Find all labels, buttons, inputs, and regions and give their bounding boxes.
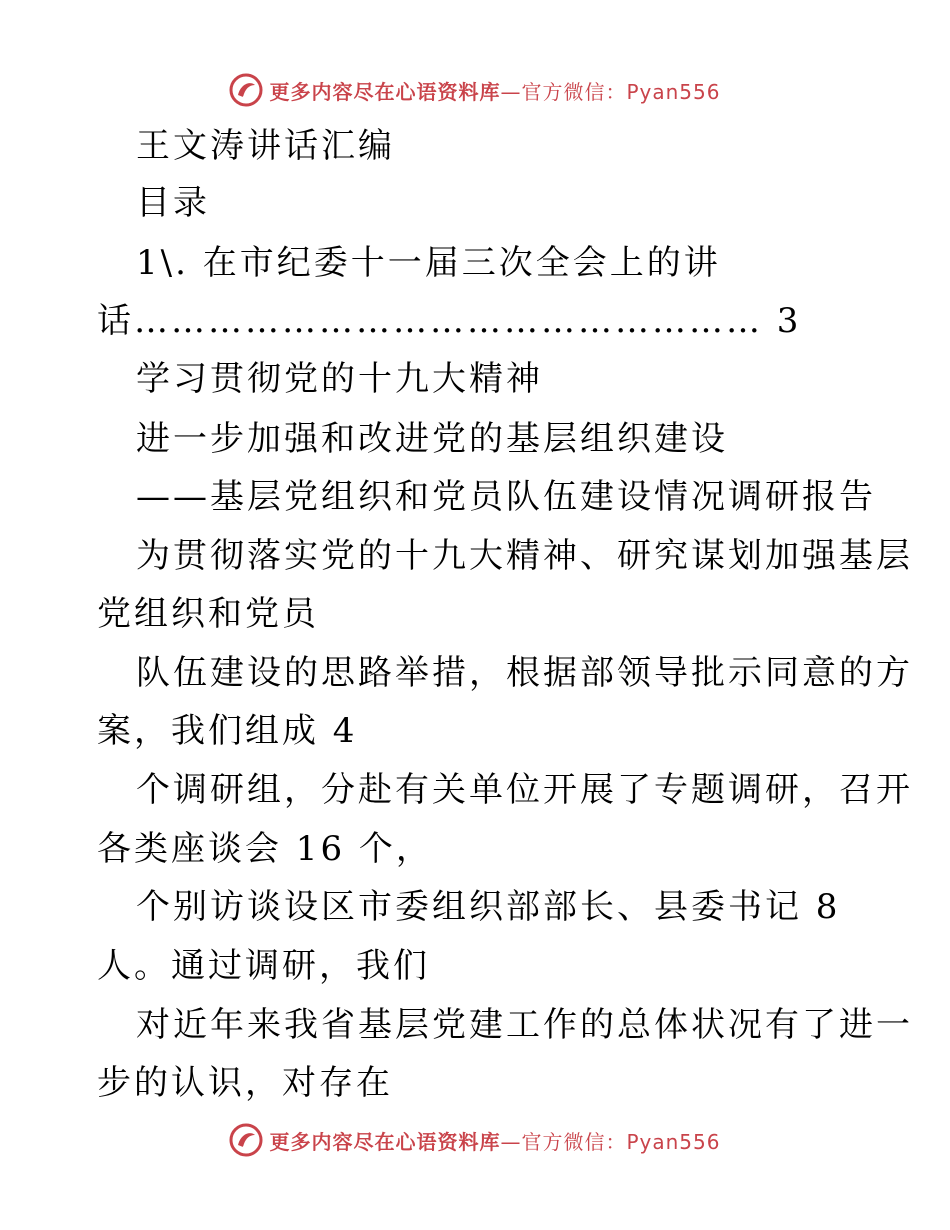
watermark-text xyxy=(269,76,720,105)
section-heading: 学习贯彻党的十九大精神 xyxy=(136,359,543,399)
report-subtitle: ——基层党组织和党员队伍建设情况调研报告 xyxy=(136,477,876,517)
watermark-sub-text: —官方微信：Pyan556 xyxy=(500,1129,721,1154)
watermark-main-text: 更多内容尽在心语资料库 xyxy=(269,79,501,104)
toc-entry-1-continued: 话…………………………………………… 3 xyxy=(97,301,802,341)
paragraph-line: 个调研组，分赴有关单位开展了专题调研，召开 xyxy=(136,770,913,810)
paragraph-line: 个别访谈设区市委组织部部长、县委书记 8 xyxy=(136,887,841,927)
red-swirl-logo-icon xyxy=(229,1123,263,1157)
paragraph-line: 步的认识，对存在 xyxy=(97,1063,393,1103)
paragraph-line: 人。通过调研，我们 xyxy=(97,946,430,986)
toc-entry-1: 1\. 在市纪委十一届三次全会上的讲 xyxy=(136,243,721,283)
red-swirl-logo-icon xyxy=(229,73,263,107)
watermark-main-text: 更多内容尽在心语资料库 xyxy=(269,1129,501,1154)
paragraph-line: 党组织和党员 xyxy=(97,594,319,634)
watermark-sub-text: —官方微信：Pyan556 xyxy=(500,79,721,104)
report-title: 进一步加强和改进党的基层组织建设 xyxy=(136,419,728,459)
paragraph-line: 为贯彻落实党的十九大精神、研究谋划加强基层 xyxy=(136,536,913,576)
footer-watermark-banner xyxy=(0,1120,950,1160)
paragraph-line: 对近年来我省基层党建工作的总体状况有了进一 xyxy=(136,1005,913,1045)
watermark-text xyxy=(269,1126,720,1155)
paragraph-line: 案，我们组成 4 xyxy=(97,711,358,751)
paragraph-line: 队伍建设的思路举措，根据部领导批示同意的方 xyxy=(136,653,913,693)
document-title: 王文涛讲话汇编 xyxy=(136,126,395,166)
header-watermark-banner xyxy=(0,70,950,110)
paragraph-line: 各类座谈会 16 个， xyxy=(97,829,433,869)
toc-heading: 目录 xyxy=(136,183,210,223)
